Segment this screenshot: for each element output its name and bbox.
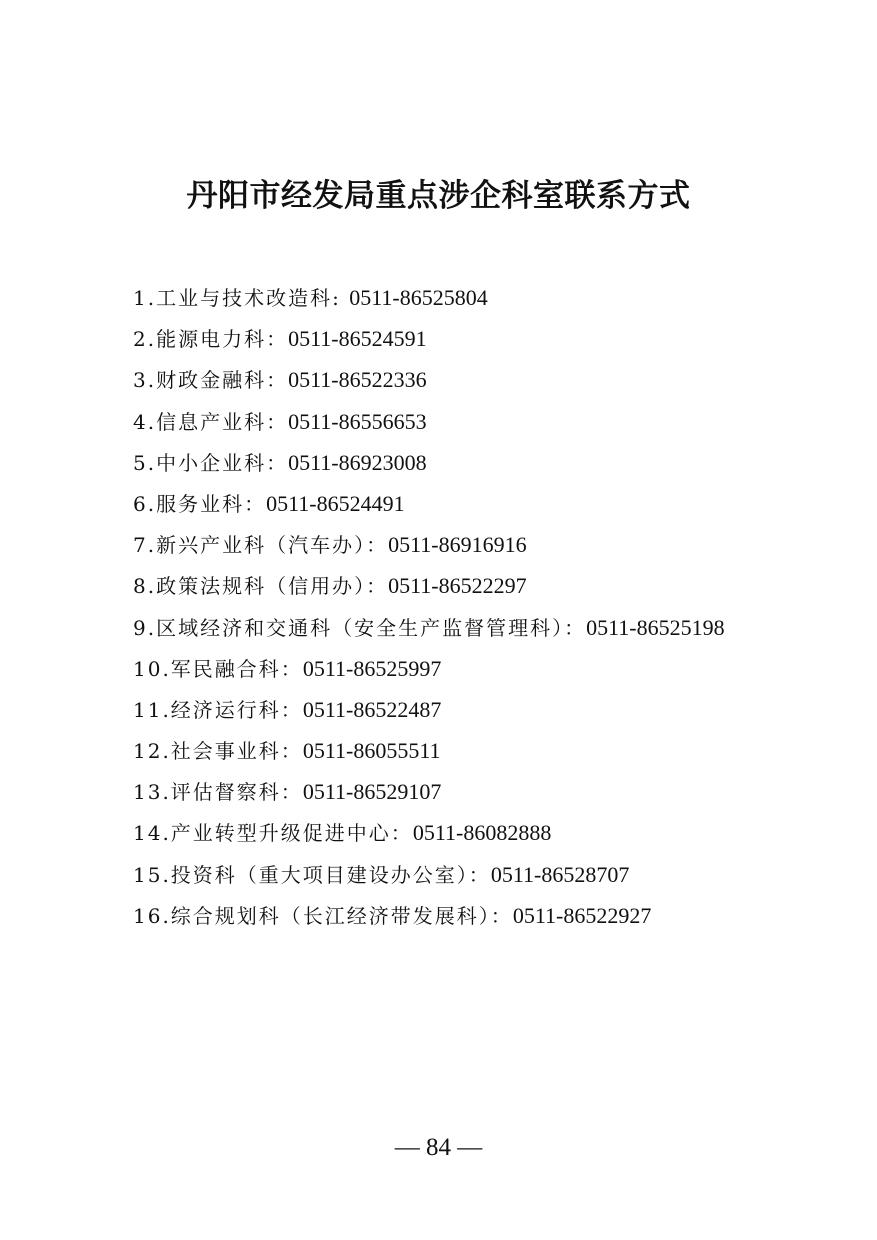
department-name: 7.新兴产业科（汽车办）： bbox=[133, 533, 389, 558]
department-name: 10.军民融合科： bbox=[133, 656, 303, 681]
phone-number: 0511-86082888 bbox=[412, 820, 552, 846]
department-name: 6.服务业科： bbox=[133, 491, 267, 516]
phone-number: 0511-86529107 bbox=[302, 779, 442, 805]
department-name: 12.社会事业科： bbox=[133, 739, 303, 764]
list-item bbox=[133, 528, 725, 569]
phone-number: 0511-86522487 bbox=[302, 696, 442, 722]
department-name: 16.综合规划科（长江经济带发展科）： bbox=[133, 903, 513, 928]
phone-number: 0511-86916916 bbox=[388, 532, 527, 558]
list-item bbox=[133, 816, 725, 857]
list-item bbox=[133, 281, 725, 322]
page-title: 丹阳市经发局重点涉企科室联系方式 bbox=[186, 178, 691, 214]
list-item bbox=[133, 734, 725, 775]
list-item bbox=[133, 322, 725, 363]
list-item bbox=[133, 611, 725, 652]
department-name: 3.财政金融科： bbox=[133, 368, 289, 393]
list-item bbox=[133, 858, 725, 899]
phone-number: 0511-86556653 bbox=[288, 408, 427, 434]
department-name: 4.信息产业科： bbox=[133, 409, 289, 434]
phone-number: 0511-86525804 bbox=[349, 285, 488, 310]
phone-number: 0511-86522336 bbox=[288, 367, 427, 393]
phone-number: 0511-86055511 bbox=[302, 738, 441, 764]
phone-number: 0511-86522297 bbox=[388, 573, 527, 599]
department-name: 8.政策法规科（信用办）： bbox=[133, 574, 389, 599]
list-item bbox=[133, 693, 725, 734]
page-number: — 84 — bbox=[394, 1134, 483, 1161]
phone-number: 0511-86525198 bbox=[586, 614, 725, 640]
department-name: 1.工业与技术改造科: bbox=[133, 286, 350, 310]
department-name: 9.区域经济和交通科（安全生产监督管理科）： bbox=[133, 615, 587, 640]
phone-number: 0511-86522927 bbox=[512, 902, 652, 928]
department-name: 14.产业转型升级促进中心： bbox=[133, 821, 413, 846]
phone-number: 0511-86528707 bbox=[490, 861, 630, 887]
list-item bbox=[133, 446, 725, 487]
department-name: 2.能源电力科： bbox=[133, 327, 289, 352]
list-item bbox=[133, 652, 725, 693]
phone-number: 0511-86524591 bbox=[288, 326, 427, 352]
list-item bbox=[133, 405, 725, 446]
list-item bbox=[133, 569, 725, 610]
phone-number: 0511-86525997 bbox=[302, 655, 442, 681]
department-name: 5.中小企业科： bbox=[133, 450, 289, 475]
department-name: 13.评估督察科： bbox=[133, 780, 303, 805]
list-item bbox=[133, 363, 725, 404]
phone-number: 0511-86524491 bbox=[266, 490, 405, 516]
list-item bbox=[133, 487, 725, 528]
department-name: 15.投资科（重大项目建设办公室）： bbox=[133, 862, 491, 887]
contact-list bbox=[133, 281, 725, 940]
department-name: 11.经济运行科： bbox=[133, 697, 303, 722]
list-item bbox=[133, 775, 725, 816]
list-item bbox=[133, 899, 725, 940]
phone-number: 0511-86923008 bbox=[288, 449, 427, 475]
